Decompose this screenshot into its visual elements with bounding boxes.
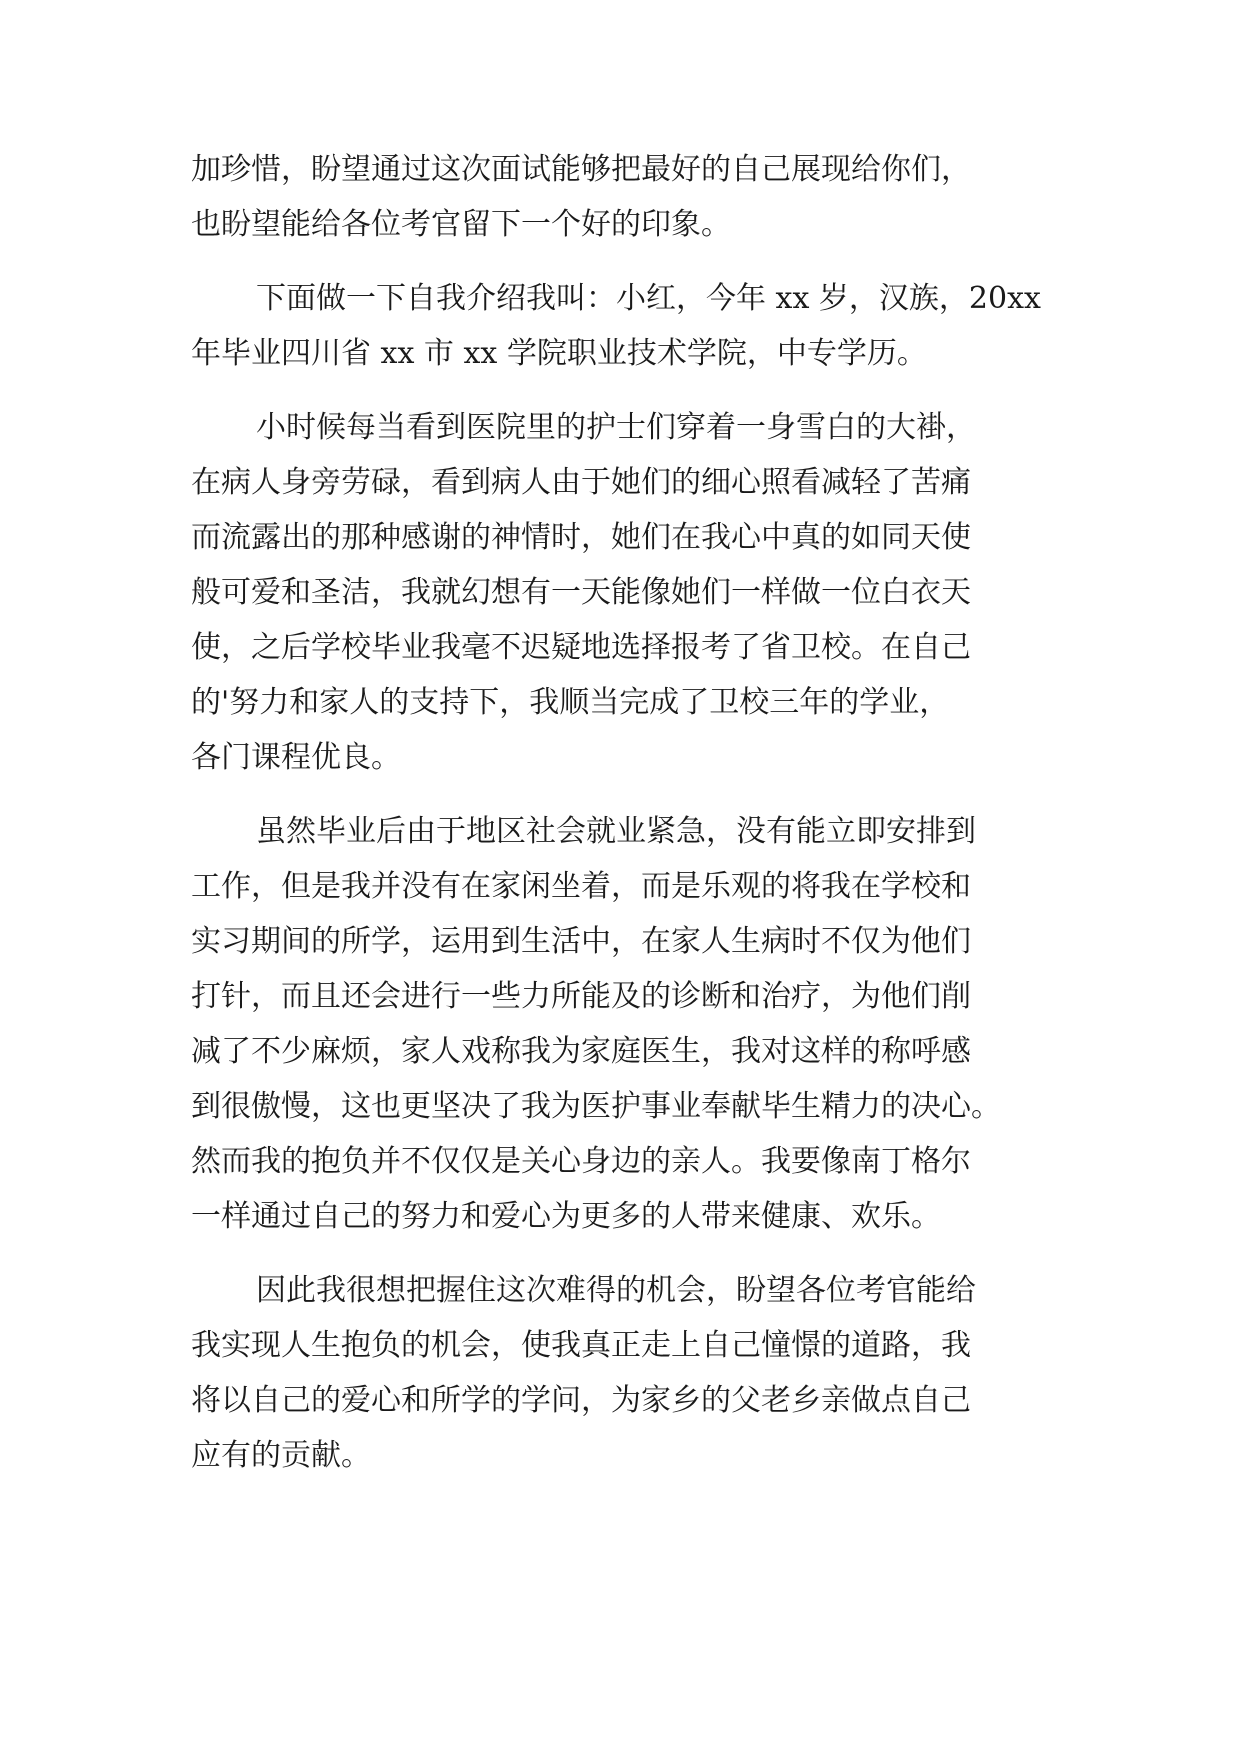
text-line: 也盼望能给各位考官留下一个好的印象。	[191, 207, 731, 242]
text-line: 下面做一下自我介绍我叫：小红，今年 xx 岁，汉族，20xx	[256, 281, 1041, 316]
text-line: 般可爱和圣洁，我就幻想有一天能像她们一样做一位白衣天	[191, 575, 971, 610]
text-line: 实习期间的所学，运用到生活中，在家人生病时不仅为他们	[191, 924, 971, 959]
text-line: 使，之后学校毕业我毫不迟疑地选择报考了省卫校。在自己	[191, 630, 971, 665]
text-line: 因此我很想把握住这次难得的机会，盼望各位考官能给	[256, 1273, 976, 1308]
text-line: 工作，但是我并没有在家闲坐着，而是乐观的将我在学校和	[191, 869, 971, 904]
text-line: 然而我的抱负并不仅仅是关心身边的亲人。我要像南丁格尔	[191, 1144, 971, 1179]
text-line: 而流露出的那种感谢的神情时，她们在我心中真的如同天使	[191, 520, 971, 555]
text-line: 到很傲慢，这也更坚决了我为医护事业奉献毕生精力的决心。	[191, 1089, 1001, 1124]
text-line: 将以自己的爱心和所学的学问，为家乡的父老乡亲做点自己	[191, 1383, 971, 1418]
text-line: 的'努力和家人的支持下，我顺当完成了卫校三年的学业，	[191, 685, 950, 720]
text-line: 小时候每当看到医院里的护士们穿着一身雪白的大褂，	[256, 410, 976, 445]
text-line: 加珍惜，盼望通过这次面试能够把最好的自己展现给你们，	[191, 152, 971, 187]
text-line: 在病人身旁劳碌，看到病人由于她们的细心照看减轻了苦痛	[191, 465, 971, 500]
text-line: 年毕业四川省 xx 市 xx 学院职业技术学院，中专学历。	[191, 336, 927, 371]
text-line: 各门课程优良。	[191, 740, 401, 775]
text-line: 我实现人生抱负的机会，使我真正走上自己憧憬的道路，我	[191, 1328, 971, 1363]
text-line: 一样通过自己的努力和爱心为更多的人带来健康、欢乐。	[191, 1199, 941, 1234]
text-line: 打针，而且还会进行一些力所能及的诊断和治疗，为他们削	[191, 979, 971, 1014]
text-line: 应有的贡献。	[191, 1438, 371, 1473]
text-line: 虽然毕业后由于地区社会就业紧急，没有能立即安排到	[256, 814, 976, 849]
text-line: 减了不少麻烦，家人戏称我为家庭医生，我对这样的称呼感	[191, 1034, 971, 1069]
